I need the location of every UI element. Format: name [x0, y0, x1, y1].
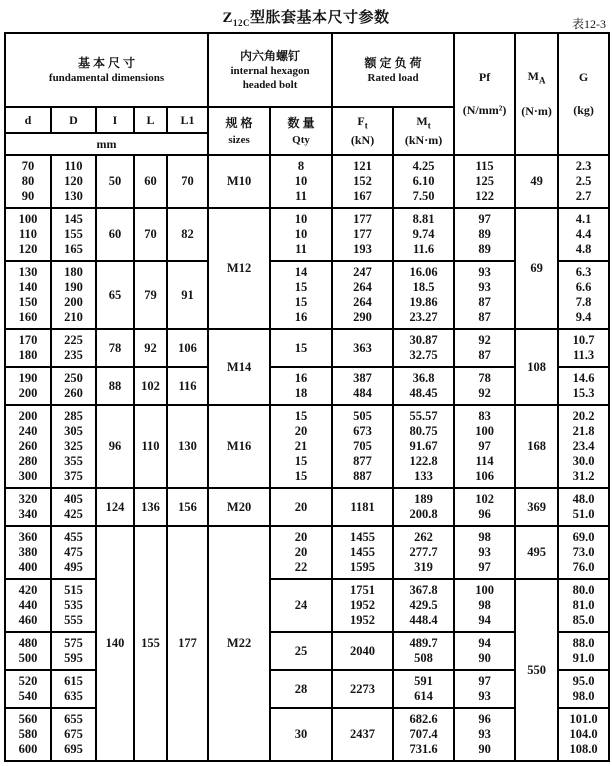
- cell-I: 96: [96, 405, 134, 488]
- cell-L1: 130: [167, 405, 208, 488]
- header-pf-symbol: Pf: [478, 70, 491, 84]
- cell-pf: 97 93: [454, 670, 515, 708]
- cell-size: M20: [208, 488, 270, 526]
- cell-L: 60: [134, 155, 167, 208]
- cell-ft: 387 484: [332, 367, 393, 405]
- cell-ma: 49: [515, 155, 558, 208]
- cell-g: 6.3 6.6 7.8 9.4: [558, 261, 609, 329]
- cell-qty: 20: [270, 488, 332, 526]
- table-number-label: 表12-3: [572, 17, 606, 31]
- cell-mt: 262 277.7 319: [393, 526, 454, 579]
- cell-qty: 25: [270, 632, 332, 670]
- cell-I: 88: [96, 367, 134, 405]
- cell-L: 70: [134, 208, 167, 261]
- table-row: [5, 526, 609, 579]
- cell-g: 69.0 73.0 76.0: [558, 526, 609, 579]
- cell-size: M16: [208, 405, 270, 488]
- cell-g: 80.0 81.0 85.0: [558, 579, 609, 632]
- cell-size: M10: [208, 155, 270, 208]
- header-hex-bolt: [208, 33, 332, 107]
- table-row: [5, 329, 609, 367]
- cell-mt: 55.57 80.75 91.67 122.8 133: [393, 405, 454, 488]
- cell-d: 100 110 120: [5, 208, 51, 261]
- cell-ft: 1455 1455 1595: [332, 526, 393, 579]
- header-qty-en: Qty: [292, 134, 310, 146]
- cell-g: 88.0 91.0: [558, 632, 609, 670]
- header-col-L: L: [134, 107, 167, 133]
- cell-I: 65: [96, 261, 134, 329]
- cell-qty: 28: [270, 670, 332, 708]
- cell-D: 285 305 325 355 375: [51, 405, 96, 488]
- cell-ft: 505 673 705 877 887: [332, 405, 393, 488]
- table-row: [5, 488, 609, 526]
- cell-g: 101.0 104.0 108.0: [558, 708, 609, 761]
- cell-L: 136: [134, 488, 167, 526]
- cell-ft: 177 177 193: [332, 208, 393, 261]
- header-qty: [270, 107, 332, 155]
- cell-I: 60: [96, 208, 134, 261]
- cell-ft: 1181: [332, 488, 393, 526]
- title-bar: [4, 2, 608, 32]
- header-bolt-zh: 内六角螺钉: [240, 49, 301, 63]
- table-row: [5, 208, 609, 261]
- cell-D: 145 155 165: [51, 208, 96, 261]
- cell-d: 70 80 90: [5, 155, 51, 208]
- cell-mt: 4.25 6.10 7.50: [393, 155, 454, 208]
- cell-ft: 363: [332, 329, 393, 367]
- header-ma-unit: (N·m): [521, 103, 552, 118]
- cell-D: 575 595: [51, 632, 96, 670]
- cell-d: 520 540: [5, 670, 51, 708]
- header-rated-load: [332, 33, 454, 107]
- table-row: [5, 405, 609, 488]
- cell-ft: 2040: [332, 632, 393, 670]
- cell-L1: 70: [167, 155, 208, 208]
- cell-g: 2.3 2.5 2.7: [558, 155, 609, 208]
- cell-qty: 15: [270, 329, 332, 367]
- cell-qty: 20 20 22: [270, 526, 332, 579]
- header-g: [558, 33, 609, 155]
- header-ft-unit: (kN): [350, 132, 375, 147]
- title-text: 型胀套基本尺寸参数: [250, 10, 390, 26]
- cell-mt: 489.7 508: [393, 632, 454, 670]
- cell-mt: 591 614: [393, 670, 454, 708]
- header-fundamental-en: fundamental dimensions: [48, 72, 165, 84]
- cell-size: M14: [208, 329, 270, 405]
- cell-L1: 106: [167, 329, 208, 367]
- header-pf: [454, 33, 515, 155]
- header-col-D: D: [51, 107, 96, 133]
- cell-ft: 2437: [332, 708, 393, 761]
- cell-qty: 10 10 11: [270, 208, 332, 261]
- cell-d: 560 580 600: [5, 708, 51, 761]
- cell-I: 124: [96, 488, 134, 526]
- table-row: [5, 579, 609, 632]
- cell-ft: 121 152 167: [332, 155, 393, 208]
- cell-ma: 168: [515, 405, 558, 488]
- cell-L: 92: [134, 329, 167, 367]
- cell-d: 360 380 400: [5, 526, 51, 579]
- cell-ft: 1751 1952 1952: [332, 579, 393, 632]
- header-sizes-zh: 规 格: [225, 116, 253, 130]
- header-ma: [515, 33, 558, 155]
- cell-L: 102: [134, 367, 167, 405]
- cell-g: 48.0 51.0: [558, 488, 609, 526]
- cell-d: 170 180: [5, 329, 51, 367]
- header-col-I: I: [96, 107, 134, 133]
- cell-g: 10.7 11.3: [558, 329, 609, 367]
- cell-D: 405 425: [51, 488, 96, 526]
- cell-pf: 96 93 90: [454, 708, 515, 761]
- header-g-unit: (kg): [573, 103, 594, 117]
- header-sizes: [208, 107, 270, 155]
- cell-pf: 102 96: [454, 488, 515, 526]
- cell-L1: 82: [167, 208, 208, 261]
- cell-mt: 30.87 32.75: [393, 329, 454, 367]
- cell-size: M12: [208, 208, 270, 329]
- table-header: [5, 33, 609, 155]
- header-col-L1: L1: [167, 107, 208, 133]
- cell-I: 50: [96, 155, 134, 208]
- cell-L1: 156: [167, 488, 208, 526]
- cell-L1: 91: [167, 261, 208, 329]
- cell-mt: 36.8 48.45: [393, 367, 454, 405]
- header-rated-zh: 额 定 负 荷: [364, 56, 422, 70]
- cell-D: 655 675 695: [51, 708, 96, 761]
- cell-L: 155: [134, 526, 167, 761]
- header-fundamental-zh: 基 本 尺 寸: [78, 56, 136, 70]
- cell-pf: 93 93 87 87: [454, 261, 515, 329]
- cell-pf: 83 100 97 114 106: [454, 405, 515, 488]
- cell-D: 110 120 130: [51, 155, 96, 208]
- cell-qty: 16 18: [270, 367, 332, 405]
- cell-mt: 682.6 707.4 731.6: [393, 708, 454, 761]
- header-mt: [393, 107, 454, 155]
- header-mt-unit: (kN·m): [404, 132, 443, 147]
- cell-d: 480 500: [5, 632, 51, 670]
- cell-ft: 247 264 264 290: [332, 261, 393, 329]
- cell-qty: 8 10 11: [270, 155, 332, 208]
- cell-L: 110: [134, 405, 167, 488]
- cell-pf: 92 87: [454, 329, 515, 367]
- cell-mt: 8.81 9.74 11.6: [393, 208, 454, 261]
- cell-g: 14.6 15.3: [558, 367, 609, 405]
- cell-g: 95.0 98.0: [558, 670, 609, 708]
- cell-d: 130 140 150 160: [5, 261, 51, 329]
- header-ft: [332, 107, 393, 155]
- cell-D: 615 635: [51, 670, 96, 708]
- spec-table: [4, 32, 610, 762]
- cell-D: 250 260: [51, 367, 96, 405]
- header-bolt-en-line1: internal hexagon: [230, 65, 310, 77]
- header-sizes-en: sizes: [228, 134, 250, 146]
- header-bolt-en-line2: headed bolt: [242, 79, 298, 91]
- cell-ma: 550: [515, 579, 558, 761]
- title-model-subscript: 12C: [233, 18, 250, 28]
- header-mt-symbol: $M_t$: [416, 114, 431, 131]
- cell-ma: 108: [515, 329, 558, 405]
- cell-qty: 24: [270, 579, 332, 632]
- cell-ma: 369: [515, 488, 558, 526]
- table-body: [5, 155, 609, 761]
- cell-ft: 2273: [332, 670, 393, 708]
- cell-D: 225 235: [51, 329, 96, 367]
- header-fundamental-dimensions: [5, 33, 208, 107]
- page-title: [4, 6, 608, 28]
- cell-L1: 177: [167, 526, 208, 761]
- cell-L: 79: [134, 261, 167, 329]
- cell-d: 420 440 460: [5, 579, 51, 632]
- cell-qty: 14 15 15 16: [270, 261, 332, 329]
- header-g-symbol: G: [578, 70, 589, 84]
- cell-D: 515 535 555: [51, 579, 96, 632]
- cell-g: 20.2 21.8 23.4 30.0 31.2: [558, 405, 609, 488]
- cell-ma: 495: [515, 526, 558, 579]
- header-ft-symbol: $F_t$: [357, 114, 368, 131]
- cell-ma: 69: [515, 208, 558, 329]
- cell-d: 190 200: [5, 367, 51, 405]
- header-qty-zh: 数 量: [287, 116, 315, 130]
- cell-qty: 30: [270, 708, 332, 761]
- cell-L1: 116: [167, 367, 208, 405]
- cell-pf: 97 89 89: [454, 208, 515, 261]
- cell-I: 78: [96, 329, 134, 367]
- cell-d: 320 340: [5, 488, 51, 526]
- header-rated-en: Rated load: [367, 72, 419, 84]
- cell-g: 4.1 4.4 4.8: [558, 208, 609, 261]
- cell-mt: 367.8 429.5 448.4: [393, 579, 454, 632]
- cell-I: 140: [96, 526, 134, 761]
- cell-pf: 115 125 122: [454, 155, 515, 208]
- cell-size: M22: [208, 526, 270, 761]
- cell-D: 180 190 200 210: [51, 261, 96, 329]
- header-mm-unit: mm: [5, 133, 208, 155]
- title-model-prefix: Z: [222, 10, 233, 26]
- cell-pf: 98 93 97: [454, 526, 515, 579]
- cell-pf: 78 92: [454, 367, 515, 405]
- cell-pf: 100 98 94: [454, 579, 515, 632]
- header-pf-unit: (N/mm²): [462, 103, 507, 117]
- cell-mt: 189 200.8: [393, 488, 454, 526]
- table-row: [5, 155, 609, 208]
- cell-mt: 16.06 18.5 19.86 23.27: [393, 261, 454, 329]
- cell-D: 455 475 495: [51, 526, 96, 579]
- cell-pf: 94 90: [454, 632, 515, 670]
- cell-qty: 15 20 21 15 15: [270, 405, 332, 488]
- cell-d: 200 240 260 280 300: [5, 405, 51, 488]
- header-col-d: d: [5, 107, 51, 133]
- header-ma-symbol: $M_A$: [527, 69, 546, 86]
